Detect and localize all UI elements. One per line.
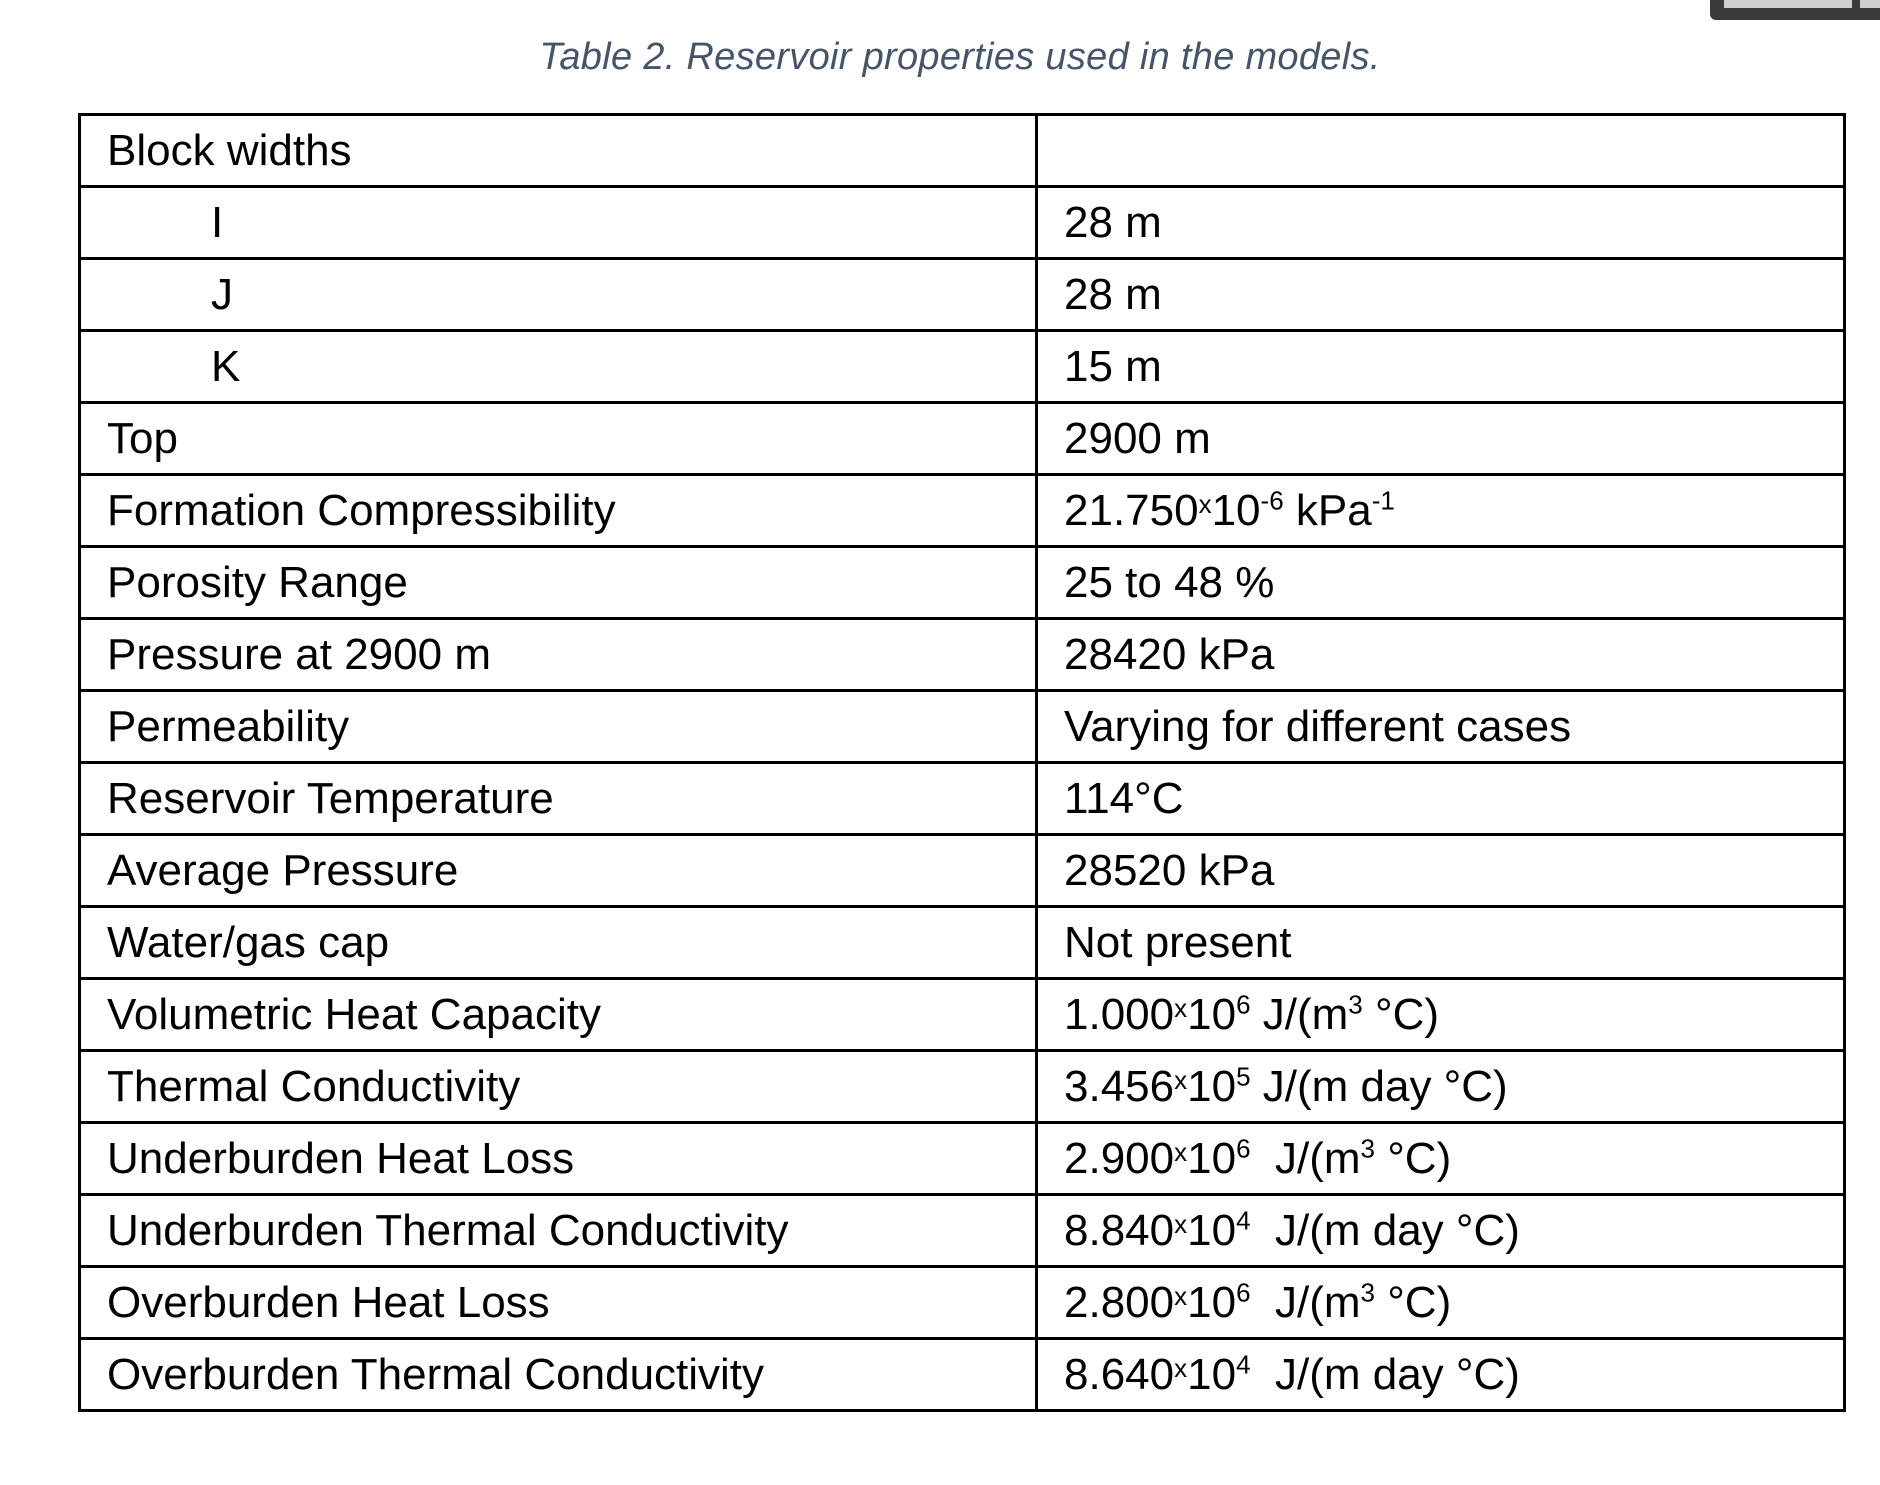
- property-label: Porosity Range: [80, 547, 1037, 619]
- property-label: Underburden Heat Loss: [80, 1123, 1037, 1195]
- value-mantissa: 1.000: [1064, 989, 1175, 1039]
- value-exponent: -6: [1260, 484, 1284, 515]
- value-exponent: 6: [1236, 1276, 1251, 1307]
- table-row: [80, 619, 1845, 691]
- property-label: Water/gas cap: [80, 907, 1037, 979]
- times-sign: x: [1174, 992, 1188, 1023]
- property-label: Thermal Conductivity: [80, 1051, 1037, 1123]
- property-label: Reservoir Temperature: [80, 763, 1037, 835]
- property-label: Formation Compressibility: [80, 475, 1037, 547]
- property-value: 28 m: [1037, 187, 1845, 259]
- value-unit: J/(m: [1250, 1133, 1361, 1183]
- table-row: [80, 835, 1845, 907]
- property-value: [1037, 979, 1845, 1051]
- value-base: 10: [1187, 1349, 1237, 1399]
- property-label: I: [80, 187, 1037, 259]
- property-label: Block widths: [80, 115, 1037, 187]
- value-base: 10: [1187, 1205, 1237, 1255]
- table-row: [80, 1123, 1845, 1195]
- property-label: Pressure at 2900 m: [80, 619, 1037, 691]
- value-mantissa: 3.456: [1064, 1061, 1175, 1111]
- times-sign: x: [1174, 1280, 1188, 1311]
- unit-exponent: 3: [1348, 988, 1363, 1019]
- property-label: Overburden Heat Loss: [80, 1267, 1037, 1339]
- property-label: Top: [80, 403, 1037, 475]
- property-value: [1037, 1267, 1845, 1339]
- value-unit: J/(m day °C): [1250, 1061, 1508, 1111]
- table-row: [80, 979, 1845, 1051]
- property-label: Overburden Thermal Conductivity: [80, 1339, 1037, 1411]
- table-row: [80, 403, 1845, 475]
- times-sign: x: [1174, 1352, 1188, 1383]
- times-sign: x: [1174, 1064, 1188, 1095]
- value-base: 10: [1187, 1061, 1237, 1111]
- table-row: [80, 547, 1845, 619]
- value-unit: J/(m day °C): [1250, 1349, 1520, 1399]
- value-exponent: 4: [1236, 1204, 1251, 1235]
- unit-exponent: 3: [1360, 1132, 1375, 1163]
- value-unit-suffix: °C): [1374, 1277, 1452, 1327]
- value-unit-suffix: °C): [1362, 989, 1440, 1039]
- reservoir-properties-table: [78, 113, 1846, 1412]
- table-row: [80, 1339, 1845, 1411]
- value-base: 10: [1187, 1133, 1237, 1183]
- property-value: 15 m: [1037, 331, 1845, 403]
- property-label: K: [80, 331, 1037, 403]
- window-corner-control[interactable]: [1710, 0, 1880, 20]
- property-label: Underburden Thermal Conductivity: [80, 1195, 1037, 1267]
- value-exponent: 5: [1236, 1060, 1251, 1091]
- property-value: Varying for different cases: [1037, 691, 1845, 763]
- property-label: Permeability: [80, 691, 1037, 763]
- value-unit: J/(m day °C): [1250, 1205, 1520, 1255]
- table-row: [80, 1195, 1845, 1267]
- table-row: [80, 115, 1845, 187]
- value-unit: J/(m: [1250, 1277, 1361, 1327]
- property-label: J: [80, 259, 1037, 331]
- property-value: [1037, 475, 1845, 547]
- times-sign: x: [1174, 1136, 1188, 1167]
- property-value: 28 m: [1037, 259, 1845, 331]
- value-exponent: 6: [1236, 1132, 1251, 1163]
- property-value: [1037, 1195, 1845, 1267]
- value-base: 10: [1187, 989, 1237, 1039]
- window-control-bar: [1724, 0, 1852, 8]
- value-exponent: 6: [1236, 988, 1251, 1019]
- property-value: 2900 m: [1037, 403, 1845, 475]
- window-control-button[interactable]: [1860, 0, 1880, 8]
- value-mantissa: 2.900: [1064, 1133, 1175, 1183]
- table-row: [80, 331, 1845, 403]
- value-mantissa: 8.640: [1064, 1349, 1175, 1399]
- table-row: [80, 187, 1845, 259]
- value-base: 10: [1187, 1277, 1237, 1327]
- table-row: [80, 475, 1845, 547]
- value-base: 10: [1211, 485, 1261, 535]
- property-label: Average Pressure: [80, 835, 1037, 907]
- times-sign: x: [1174, 1208, 1188, 1239]
- value-mantissa: 2.800: [1064, 1277, 1175, 1327]
- table-row: [80, 907, 1845, 979]
- property-value: Not present: [1037, 907, 1845, 979]
- property-value: 28520 kPa: [1037, 835, 1845, 907]
- table-row: [80, 1267, 1845, 1339]
- table-row: [80, 1051, 1845, 1123]
- value-mantissa: 8.840: [1064, 1205, 1175, 1255]
- property-value: [1037, 115, 1845, 187]
- property-value: 28420 kPa: [1037, 619, 1845, 691]
- value-unit-suffix: °C): [1374, 1133, 1452, 1183]
- property-value: 25 to 48 %: [1037, 547, 1845, 619]
- table-row: [80, 691, 1845, 763]
- unit-exponent: -1: [1371, 484, 1395, 515]
- value-unit: kPa: [1283, 485, 1372, 535]
- unit-exponent: 3: [1360, 1276, 1375, 1307]
- times-sign: x: [1198, 488, 1212, 519]
- value-mantissa: 21.750: [1064, 485, 1199, 535]
- property-value: 114°C: [1037, 763, 1845, 835]
- property-value: [1037, 1123, 1845, 1195]
- table-caption: Table 2. Reservoir properties used in the models.: [539, 36, 1381, 78]
- property-label: Volumetric Heat Capacity: [80, 979, 1037, 1051]
- property-value: [1037, 1051, 1845, 1123]
- table-row: [80, 763, 1845, 835]
- table-row: [80, 259, 1845, 331]
- property-value: [1037, 1339, 1845, 1411]
- value-exponent: 4: [1236, 1348, 1251, 1379]
- value-unit: J/(m: [1250, 989, 1349, 1039]
